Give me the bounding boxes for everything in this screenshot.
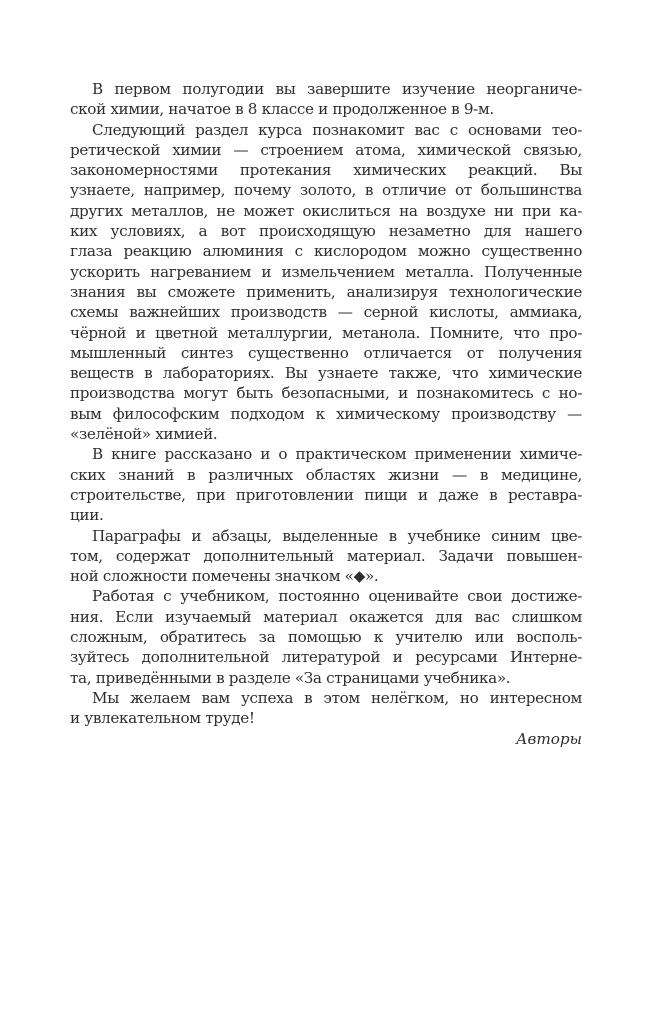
- text-line: том, содержат дополнительный материал. Задачи повышен-: [70, 546, 582, 565]
- text-line: и увлекательном труде!: [70, 709, 255, 728]
- text-line: В книге рассказано и о практическом применении химиче-: [92, 445, 582, 464]
- text-line: ускорить нагреванием и измельчением металла. Полученные: [70, 262, 582, 281]
- text-line: ния. Если изучаемый материал окажется для вас слишком: [70, 607, 582, 626]
- text-line: чёрной и цветной металлургии, метанола. Помните, что про-: [70, 323, 582, 342]
- text-line: схемы важнейших производств — серной кислоты, аммиака,: [70, 303, 582, 322]
- text-line: ретической химии — строением атома, химической связью,: [70, 140, 582, 159]
- text-line: Параграфы и абзацы, выделенные в учебнике синим цве-: [92, 526, 582, 545]
- text-line: Следующий раздел курса познакомит вас с основами тео-: [92, 120, 582, 139]
- text-line: В первом полугодии вы завершите изучение неорганиче-: [92, 80, 582, 98]
- paragraph-intro: [70, 79, 582, 120]
- text-line: сложным, обратитесь за помощью к учителю или восполь-: [70, 628, 582, 647]
- text-line: закономерностями протекания химических реакций. Вы: [70, 161, 582, 180]
- text-line: мышленный синтез существенно отличается от получения: [70, 343, 582, 362]
- text-line: производства могут быть безопасными, и познакомитесь с но-: [70, 384, 582, 403]
- paragraph-applications: [70, 444, 582, 525]
- document-page: [70, 79, 582, 749]
- text-line: вым философским подходом к химическому производству —: [70, 404, 582, 423]
- text-line: веществ в лабораториях. Вы узнаете также, что химические: [70, 364, 582, 383]
- paragraph-theory: [70, 120, 582, 445]
- paragraph-conventions: [70, 526, 582, 587]
- text-line: строительстве, при приготовлении пищи и даже в реставра-: [70, 485, 582, 504]
- text-line: ких условиях, а вот происходящую незаметно для нашего: [70, 222, 582, 241]
- text-line: глаза реакцию алюминия с кислородом можно существенно: [70, 242, 582, 261]
- text-line: ной сложности помечены значком «◆».: [70, 567, 379, 586]
- text-line: ской химии, начатое в 8 классе и продолженное в 9-м.: [70, 100, 494, 119]
- text-line: ских знаний в различных областях жизни — в медицине,: [70, 465, 582, 484]
- text-line: узнаете, например, почему золото, в отличие от большинства: [70, 181, 582, 200]
- text-line: та, приведёнными в разделе «За страницами учебника».: [70, 668, 511, 687]
- text-line: «зелёной» химией.: [70, 425, 218, 444]
- text-line: Мы желаем вам успеха в этом нелёгком, но интересном: [92, 688, 582, 707]
- paragraph-wishes: [70, 688, 582, 729]
- text-line: ции.: [70, 506, 104, 525]
- signature: Авторы: [516, 729, 582, 748]
- text-line: других металлов, не может окислиться на воздухе ни при ка-: [70, 201, 582, 220]
- text-line: зуйтесь дополнительной литературой и ресурсами Интерне-: [70, 648, 582, 667]
- text-line: Работая с учебником, постоянно оценивайте свои достиже-: [92, 587, 582, 606]
- paragraph-advice: [70, 586, 582, 687]
- text-line: знания вы сможете применить, анализируя технологические: [70, 282, 582, 301]
